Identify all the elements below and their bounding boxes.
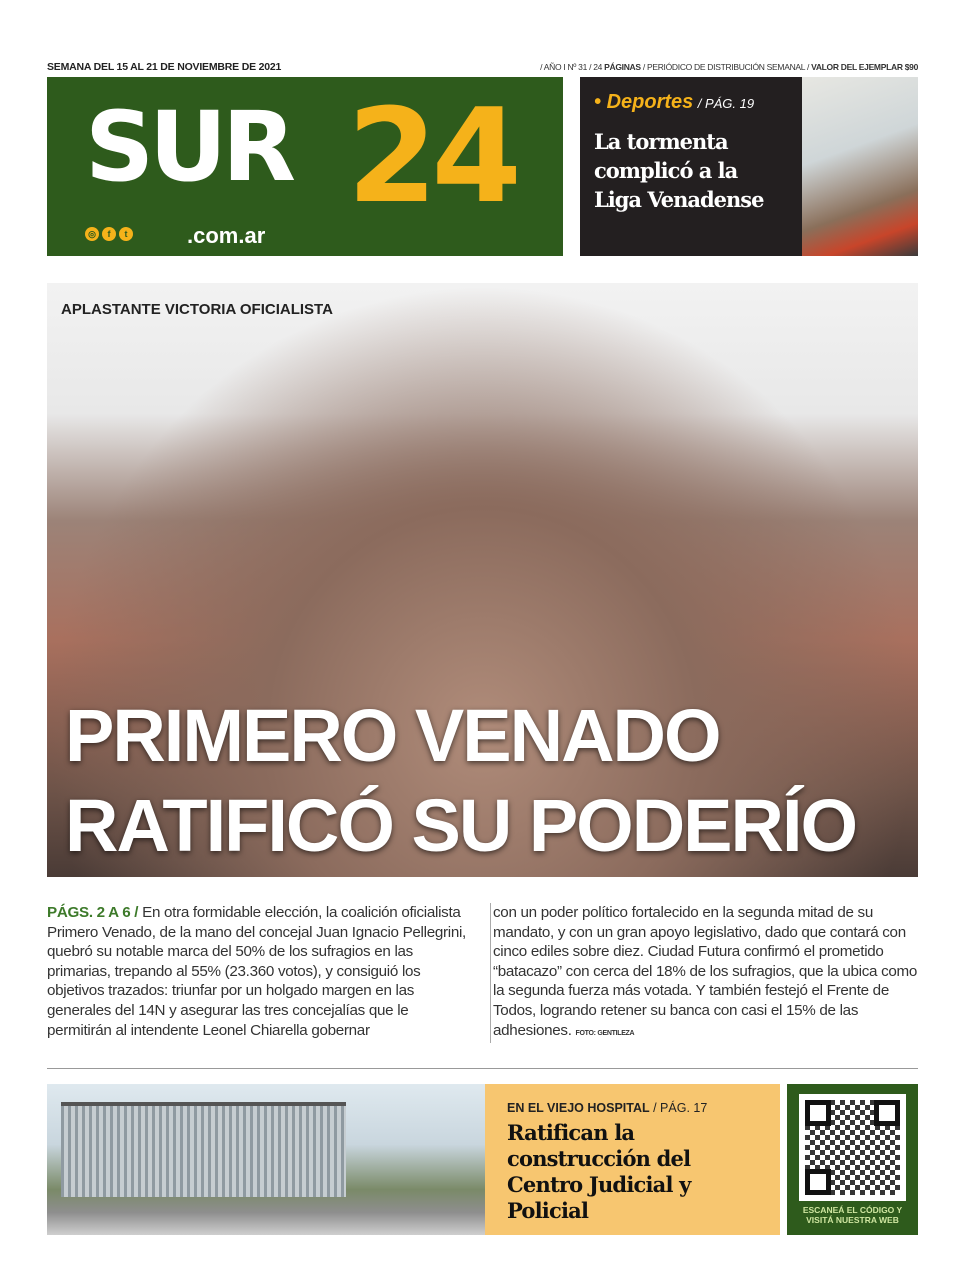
meta-mid: / PERIÓDICO DE DISTRIBUCIÓN SEMANAL /	[640, 62, 812, 72]
issue-date: SEMANA DEL 15 AL 21 DE NOVIEMBRE DE 2021	[47, 61, 282, 73]
masthead-logo	[47, 77, 563, 256]
building-render-photo	[47, 1084, 485, 1235]
qr-code-icon[interactable]	[799, 1094, 906, 1201]
sports-section: • Deportes	[594, 91, 694, 113]
article-column-2: con un poder político fortalecido en la segunda mitad de su mandato, y con un gran apoyo legislativo, dado que contará con cinco ediles sobre diez. Ciudad Futura confirmó el prometido “batacazo” con cerca del 18% de los sufragios, que la ubica como la segunda fuerza más votada. Y también festejó el Frente de Todos, logrando retener su banca con casi el 15% de las adhesiones. FOTO: GENTILEZA	[490, 903, 920, 1043]
promo-headline: Ratifican la construcción del Centro Judicial y Policial	[507, 1120, 691, 1223]
meta-price: VALOR DEL EJEMPLAR $90	[811, 62, 918, 72]
logo-24: 24	[347, 80, 516, 232]
social-icons	[85, 227, 133, 241]
article-column-1: PÁGS. 2 A 6 / En otra formidable elección, la coalición oficialista Primero Venado, de la mano del concejal Juan Ignacio Pellegrini, quebró su notable marca del 50% de los sufragios en las primarias, trepando al 55% (23.360 votos), y consiguió los objetivos trazados: triunfar por un holgado margen en las generales del 14N y asegurar las tres concejalías que le permitirán al intendente Leonel Chiarella gobernar	[47, 904, 466, 1039]
qr-box[interactable]	[787, 1084, 918, 1235]
promo-kicker: EN EL VIEJO HOSPITAL / PÁG. 17	[507, 1101, 708, 1115]
hero-photo	[47, 283, 918, 877]
logo-domain: .com.ar	[187, 223, 266, 248]
sports-page: / PÁG. 19	[697, 96, 755, 111]
issue-meta	[540, 62, 918, 72]
qr-caption: ESCANEÁ EL CÓDIGO Y VISITÁ NUESTRA WEB	[802, 1205, 903, 1225]
promo-teaser[interactable]	[485, 1084, 780, 1235]
logo-sur: SUR	[85, 91, 292, 203]
meta-prefix: / AÑO I Nº 31 / 24	[540, 62, 605, 72]
hero-kicker: APLASTANTE VICTORIA OFICIALISTA	[61, 301, 333, 318]
instagram-icon: ◎	[85, 227, 99, 241]
twitter-icon: t	[119, 227, 133, 241]
photo-credit: FOTO: GENTILEZA	[575, 1029, 635, 1037]
article-lead: PÁGS. 2 A 6 /	[47, 904, 139, 921]
meta-pages: PÁGINAS	[604, 62, 641, 72]
sports-teaser[interactable]	[580, 77, 802, 256]
divider	[47, 1068, 918, 1069]
sports-photo	[802, 77, 918, 256]
sports-headline: La tormenta complicó a la Liga Venadense	[594, 129, 764, 212]
facebook-icon: f	[102, 227, 116, 241]
hero-headline: PRIMERO VENADO RATIFICÓ SU PODERÍO	[65, 694, 857, 867]
